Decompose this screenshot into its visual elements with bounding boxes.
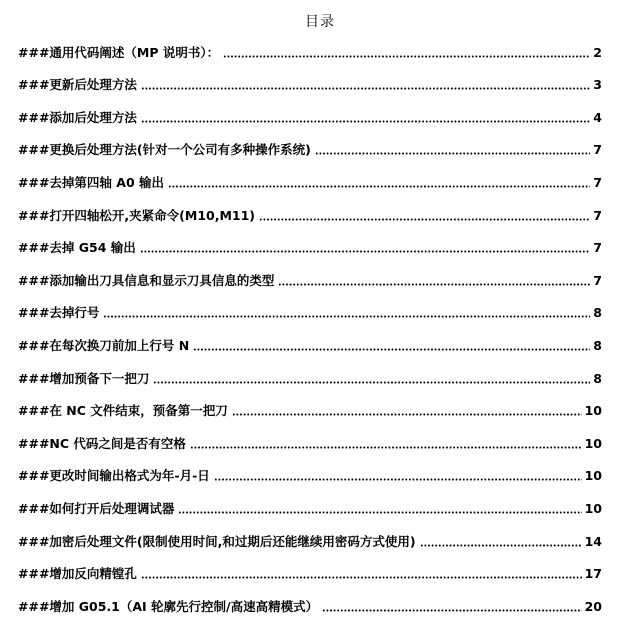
toc-entry-text: ###增加反向精镗孔	[18, 566, 137, 582]
toc-entry-text: ###更新后处理方法	[18, 77, 137, 93]
toc-entry-page: 7	[593, 240, 602, 256]
toc-entry[interactable]	[18, 166, 602, 199]
toc-entry-page: 2	[593, 44, 602, 60]
toc-dot-leader	[178, 511, 581, 514]
toc-entry[interactable]	[18, 558, 602, 591]
toc-dot-leader	[214, 478, 582, 481]
toc-entry-text: ###去掉行号	[18, 305, 100, 321]
toc-entry-page: 10	[584, 403, 602, 419]
toc-entry-text: ###在每次换刀前加上行号 N	[18, 337, 190, 353]
toc-entry-page: 3	[593, 77, 602, 93]
toc-entry-text: ###添加输出刀具信息和显示刀具信息的类型	[18, 272, 275, 288]
toc-dot-leader	[168, 185, 590, 188]
toc-entry-page: 4	[593, 109, 602, 125]
toc-entry[interactable]	[18, 525, 602, 558]
toc-title: 目录	[305, 14, 335, 30]
toc-entry-page: 17	[584, 566, 602, 582]
toc-dot-leader	[190, 446, 582, 449]
toc-dot-leader	[315, 152, 590, 155]
toc-entry[interactable]	[18, 460, 602, 493]
toc-entry-text: ###更换后处理方法(针对一个公司有多种操作系统)	[18, 142, 311, 158]
toc-entry-page: 10	[584, 435, 602, 451]
toc-entry-page: 8	[593, 305, 602, 321]
toc-entry[interactable]	[18, 590, 602, 623]
toc-dot-leader	[141, 576, 582, 579]
toc-entry[interactable]	[18, 297, 602, 330]
toc-dot-leader	[232, 413, 582, 416]
toc-entry-text: ###如何打开后处理调试器	[18, 500, 175, 516]
toc-entry[interactable]	[18, 395, 602, 428]
toc-entry-text: ###添加后处理方法	[18, 109, 137, 125]
toc-entry[interactable]	[18, 134, 602, 167]
toc-entry[interactable]	[18, 492, 602, 525]
toc-entry[interactable]	[18, 329, 602, 362]
toc-entry-page: 10	[584, 468, 602, 484]
toc-list	[18, 36, 602, 623]
toc-entry[interactable]	[18, 362, 602, 395]
toc-dot-leader	[153, 381, 590, 384]
toc-entry-page: 20	[584, 598, 602, 614]
toc-entry-page: 8	[593, 337, 602, 353]
toc-dot-leader	[420, 544, 582, 547]
toc-entry-text: ###通用代码阐述（MP 说明书）：	[18, 44, 220, 60]
toc-entry-text: ###去掉第四轴 A0 输出	[18, 174, 164, 190]
toc-dot-leader	[141, 120, 590, 123]
toc-entry-page: 10	[584, 500, 602, 516]
toc-entry-text: ###去掉 G54 输出	[18, 240, 136, 256]
toc-dot-leader	[141, 87, 590, 90]
toc-entry[interactable]	[18, 264, 602, 297]
toc-entry-page: 7	[593, 142, 602, 158]
toc-entry-page: 7	[593, 272, 602, 288]
toc-entry-page: 7	[593, 207, 602, 223]
toc-entry[interactable]	[18, 69, 602, 102]
toc-entry-text: ###增加 G05.1（AI 轮廓先行控制/高速高精模式）	[18, 598, 319, 614]
toc-entry-text: ###增加预备下一把刀	[18, 370, 150, 386]
toc-dot-leader	[322, 609, 581, 612]
toc-entry-text: ###加密后处理文件(限制使用时间,和过期后还能继续用密码方式使用)	[18, 533, 416, 549]
toc-entry-text: ###NC 代码之间是否有空格	[18, 435, 186, 451]
toc-entry[interactable]	[18, 199, 602, 232]
toc-dot-leader	[140, 250, 591, 253]
toc-dot-leader	[103, 315, 590, 318]
toc-entry-text: ###更改时间输出格式为年-月-日	[18, 468, 210, 484]
toc-dot-leader	[193, 348, 590, 351]
toc-entry-page: 8	[593, 370, 602, 386]
toc-entry[interactable]	[18, 36, 602, 69]
toc-dot-leader	[259, 218, 590, 221]
toc-entry[interactable]	[18, 232, 602, 265]
toc-entry-page: 7	[593, 174, 602, 190]
toc-entry[interactable]	[18, 101, 602, 134]
toc-entry-page: 14	[584, 533, 602, 549]
toc-dot-leader	[223, 55, 590, 58]
toc-entry[interactable]	[18, 427, 602, 460]
toc-dot-leader	[278, 283, 590, 286]
toc-entry-text: ###在 NC 文件结束，预备第一把刀	[18, 403, 228, 419]
toc-entry-text: ###打开四轴松开,夹紧命令(M10,M11)	[18, 207, 256, 223]
